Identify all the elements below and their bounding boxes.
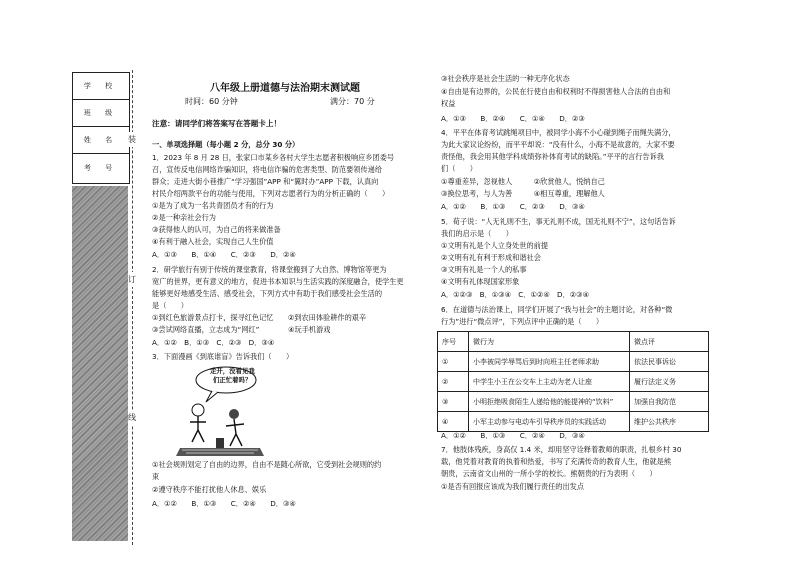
table-cell: 中学生小王在公交车上主动为老人让座: [469, 372, 630, 392]
table-row: [438, 392, 709, 412]
q3-option-2: ②遵守秩序不能打扰他人休息、娱乐: [152, 485, 267, 494]
q4-options-12: ①尊重差异，忽视他人 ②欣赏他人，悦纳自己: [441, 177, 605, 186]
q5-option-1: ①文明有礼是个人立身处世的前提: [441, 241, 549, 250]
q6-choices: A．①② B．①③ C．②④ D．③④: [441, 431, 585, 440]
q1-choices: A．①③ B．①④ C．②③ D．②④: [152, 250, 296, 259]
q7-line-3: 朝贵，云南省文山州的一所小学的校长。熊朝贵的行为表明（ ）: [441, 469, 657, 478]
micro-behavior-table: [437, 331, 709, 432]
q2-option-12: ①到红色旅游景点打卡，探寻红色记忆 ②到农田体验耕作的艰辛: [152, 313, 367, 322]
q1-line-4: 村民介绍两款平台的功能与使用，下列对志愿者行为的分析正确的（ ）: [152, 189, 390, 198]
q5-line-1: 5．荀子说：“人无礼则不生，事无礼则不成，国无礼则不宁”，这句话告诉: [441, 217, 676, 226]
q3-option-3: ③社会秩序是社会生活的一种无序化状态: [441, 74, 570, 83]
table-header-cell: 微行为: [469, 332, 630, 352]
info-school-label: 学 校: [73, 73, 129, 100]
q2-line-4: 是（ ）: [152, 301, 188, 310]
table-cell: 依法民事诉讼: [630, 352, 709, 372]
table-header-row: [438, 332, 709, 352]
info-examno-label: 考 号: [83, 163, 119, 172]
table-cell: 维护公共秩序: [630, 412, 709, 432]
table-cell: 履行法定义务: [630, 372, 709, 392]
table-row: [438, 412, 709, 432]
q2-choices: A．①② B．①③ C．②③ D．③④: [152, 338, 275, 347]
table-cell: ④: [438, 412, 469, 432]
q6-line-2: 行为”进行“微点评”，下列点评中正确的是（ ）: [441, 317, 604, 326]
q1-line-2: 召，宣传反电信网络诈骗知识，将电信诈骗的危害类型、防范要领传递给: [152, 165, 383, 174]
q2-line-2: 宽广的世界，更有意义的地方，促进书本知识与生活实践的深度融合，使学生更: [152, 277, 404, 286]
cartoon-caption-1: 走开，没看见我: [210, 367, 255, 375]
q4-line-2: 为此大家议论纷纷，而平平却说：“没有什么，小海不是故意的，大家不要: [441, 140, 675, 149]
q5-option-3: ③文明有礼是一个人的私事: [441, 265, 527, 274]
table-header-cell: 微点评: [630, 332, 709, 352]
q1-option-2: ②是一种亲社会行为: [152, 213, 216, 222]
q3-option-1b: 束: [152, 472, 160, 481]
q5-line-2: 我们的启示是（ ）: [441, 229, 513, 238]
q3-option-4b: 权益: [441, 99, 456, 108]
q2-line-3: 能够更好地感受生活、感受社会，下列方式中有助于我们感受社会生活的: [152, 289, 383, 298]
info-class-label: 班 级: [73, 100, 129, 127]
scan-gray-band: [72, 186, 128, 541]
q2-line-1: 2．研学旅行有别于传统的课堂教育，将课堂搬到了大自然、博物馆等更为: [152, 265, 387, 274]
q5-option-2: ②文明有礼有利于形成和谐社会: [441, 253, 541, 262]
q1-option-1: ①是为了成为一名共青团员才有的行为: [152, 201, 274, 210]
table-cell: 小明拒绝吸食陌生人递给他的能提神的“饮料”: [469, 392, 630, 412]
cartoon-caption-2: 们正忙着吗？: [213, 376, 252, 384]
binding-char-xian: 线: [128, 410, 136, 425]
exam-notice: 注意：请同学们将答案写在答题卡上！: [152, 119, 282, 128]
table-cell: ②: [438, 372, 469, 392]
q4-line-4: 们（ ）: [441, 164, 477, 173]
q1-option-4: ④有利于融入社会，实现自己人生价值: [152, 237, 274, 246]
q7-line-2: 载，他凭着对教育的执着和热爱，书写了充满传奇的教育人生，他就是熊: [441, 457, 672, 466]
table-cell: ①: [438, 352, 469, 372]
table-header-cell: 序号: [438, 332, 469, 352]
exam-title: 八年级上册道德与法治期末测试题: [210, 83, 360, 94]
table-row: [438, 352, 709, 372]
section-heading: 一、单项选择题（每小题 2 分，总分 30 分）: [152, 140, 300, 149]
q7-line-1: 7．他肢体残疾，身高仅 1.4 米，却用坚守诠释着教师的职责，扎根乡村 30: [441, 445, 682, 454]
q2-option-34: ③尝试网络直播，立志成为“网红” ④玩手机游戏: [152, 325, 331, 334]
q5-option-4: ④文明有礼体现国家形象: [441, 277, 520, 286]
q4-options-34: ③换位思考，与人为善 ④相互尊重，理解他人: [441, 189, 605, 198]
q3-option-1: ①社会规则划定了自由的边界，自由不是随心所欲，它受到社会规则的约: [152, 460, 382, 469]
q4-line-3: 责怪他，我会用其他学科成绩弥补体育考试的缺陷。”平平的言行告诉我: [441, 152, 664, 161]
q1-option-3: ③获得他人的认可，为自己的将来做准备: [152, 225, 281, 234]
student-info-box: [72, 72, 130, 184]
q6-line-1: 6．在道德与法治课上，同学们开展了“我与社会”的主题讨论，对各种“微: [441, 305, 673, 314]
table-cell: 小军主动参与电动车引导秩序员的实践活动: [469, 412, 630, 432]
exam-score: 满分：70 分: [330, 97, 375, 106]
q3-choices: A．①③ B．②④ C．①④ D．②③: [441, 114, 585, 123]
exam-time: 时间：60 分钟: [185, 97, 238, 106]
table-row: [438, 372, 709, 392]
q7-option-1: ①是否有回报应该成为我们履行责任的出发点: [441, 482, 585, 491]
q3-option-4: ④自由是有边界的，公民在行使自由和权利时不得损害他人合法的自由和: [441, 87, 671, 96]
q4-line-1: 4．平平在体育考试跳绳项目中，被同学小海不小心碰到绳子而绳失满分，: [441, 128, 676, 137]
table-cell: 加强自我防范: [630, 392, 709, 412]
left-last-choices: A．①② B．①③ C．②④ D．③④: [152, 499, 296, 508]
info-name-label: 姓 名: [73, 127, 129, 154]
table-cell: ③: [438, 392, 469, 412]
q1-line-1: 1．2023 年 8 月 28 日，张家口市某乡各村大学生志愿者积极响应乡团委号: [152, 153, 395, 162]
binding-char-ding: 订: [128, 272, 136, 287]
table-cell: 小李被同学辱骂后到时向班主任老师求助: [469, 352, 630, 372]
q1-line-3: 群众；走进大街小巷推广“学习强国”APP 和“翼时办”APP 下载，认真向: [152, 177, 379, 186]
q3-line-1: 3．下面漫画《到底谁盲》告诉我们（ ）: [152, 352, 294, 361]
q5-choices: A．①②③ B．①③④ C．①②④ D．②③④: [441, 290, 590, 299]
q4-choices: A．①② B．①③ C．②③ D．③④: [441, 202, 585, 211]
binding-char-zhuang: 装: [128, 132, 136, 147]
